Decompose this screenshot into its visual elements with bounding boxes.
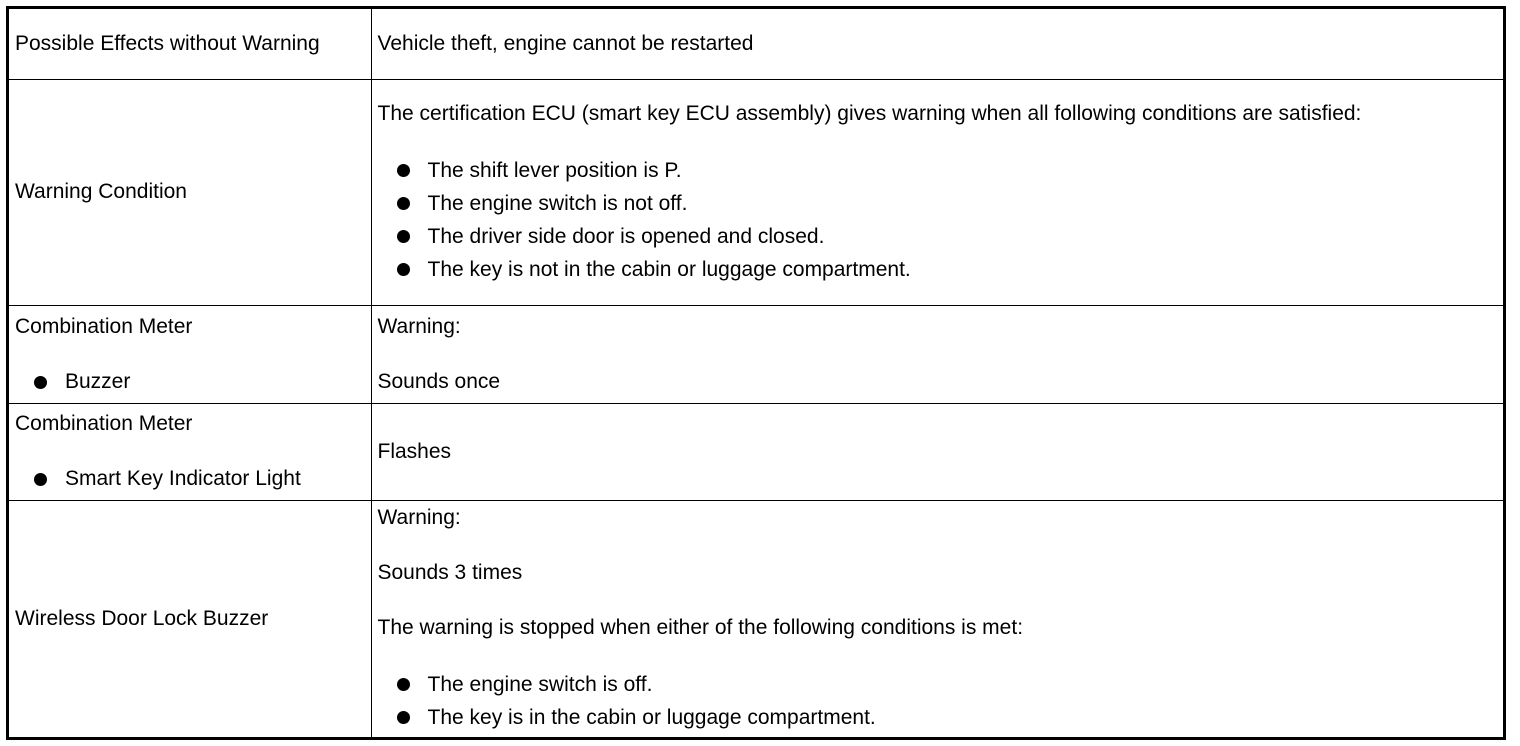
row-label-text: Warning Condition (15, 180, 187, 203)
list-item: The key is not in the cabin or luggage compartment. (378, 253, 1498, 286)
table-row-combination-meter-buzzer (9, 305, 1503, 403)
row-sub-label: Buzzer (15, 367, 365, 397)
bullet-icon (397, 678, 410, 691)
stop-condition-list (378, 668, 1498, 734)
row-label (9, 79, 371, 305)
list-item: The driver side door is opened and closed. (378, 220, 1498, 253)
row-label-text: Possible Effects without Warning (15, 31, 320, 55)
row-label (9, 9, 371, 79)
row-value (371, 500, 1503, 737)
value-line: Sounds once (377, 369, 501, 393)
list-item: The shift lever position is P. (378, 154, 1498, 187)
list-item: The engine switch is not off. (378, 187, 1498, 220)
table-row-wireless-door-lock-buzzer (9, 500, 1503, 737)
warning-table (9, 9, 1503, 737)
row-label (9, 500, 371, 737)
table-row-warning-condition (9, 79, 1503, 305)
row-label-text: Combination Meter (15, 412, 193, 435)
bullet-icon (397, 263, 410, 276)
bullet-icon (397, 164, 410, 177)
bullet-icon (34, 473, 47, 486)
list-item: The key is in the cabin or luggage compartment. (378, 701, 1498, 734)
row-label (9, 305, 371, 403)
row-value (371, 305, 1503, 403)
row-value-text: Vehicle theft, engine cannot be restarted (377, 31, 754, 55)
row-value-text: Flashes (377, 439, 452, 463)
row-label (9, 403, 371, 500)
value-line: Sounds 3 times (377, 561, 523, 585)
row-label-text: Combination Meter (15, 314, 193, 338)
value-line: The warning is stopped when either of the following conditions is met: (377, 616, 1024, 640)
table-row-combination-meter-indicator (9, 403, 1503, 500)
value-line: Warning: (377, 314, 461, 338)
row-value (371, 9, 1503, 79)
bullet-icon (34, 376, 47, 389)
bullet-icon (397, 711, 410, 724)
row-value (371, 79, 1503, 305)
condition-list (378, 154, 1498, 286)
condition-intro: The certification ECU (smart key ECU assembly) gives warning when all following conditions are satisfied: (377, 101, 1362, 125)
table-row-possible-effects (9, 9, 1503, 79)
row-value (371, 403, 1503, 500)
bullet-icon (397, 230, 410, 243)
warning-table-frame (6, 6, 1506, 740)
row-sub-label: Smart Key Indicator Light (15, 464, 365, 494)
value-line: Warning: (377, 506, 461, 530)
row-label-text: Wireless Door Lock Buzzer (15, 606, 269, 630)
bullet-icon (397, 197, 410, 210)
list-item: The engine switch is off. (378, 668, 1498, 701)
